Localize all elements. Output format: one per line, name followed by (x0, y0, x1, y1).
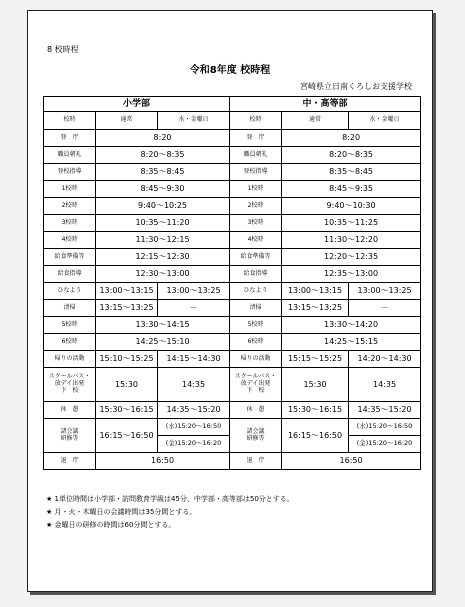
label-line: 下 校 (60, 386, 79, 394)
label-line: 研修等 (246, 434, 265, 442)
col-regular: 通常 (96, 112, 158, 130)
cell: 14:20～14:30 (349, 351, 421, 368)
cell: 15:15～15:25 (282, 351, 349, 368)
label-line: 研修等 (60, 434, 79, 442)
cell: 8:20～8:35 (96, 147, 230, 164)
cell: 13:15～13:25 (96, 300, 158, 317)
secondary-header: 中・高等部 (230, 97, 421, 112)
school-name: 宮崎県立日南くろしお支援学校 (300, 82, 412, 91)
col-wf: 水・金曜日 (158, 112, 230, 130)
row-label: 3校時 (230, 215, 282, 232)
row-label: 退 庁 (44, 453, 96, 470)
table-row (44, 215, 421, 232)
cell: (金)15:20～16:20 (349, 436, 421, 453)
row-label: 登校指導 (44, 164, 96, 181)
row-label: 登 庁 (230, 130, 282, 147)
row-label: 休 憩 (230, 402, 282, 419)
row-label: 2校時 (44, 198, 96, 215)
row-label: 2校時 (230, 198, 282, 215)
cell: (金)15:20～16:20 (158, 436, 230, 453)
cell: 14:15～14:30 (158, 351, 230, 368)
notes (46, 493, 294, 532)
table-row (44, 147, 421, 164)
table-row (44, 232, 421, 249)
cell: 16:15～16:50 (96, 419, 158, 453)
row-label: ひなよう (44, 283, 96, 300)
cell: (水)15:20～16:50 (158, 419, 230, 436)
row-label: 退 庁 (230, 453, 282, 470)
table-row (44, 181, 421, 198)
table-row (44, 164, 421, 181)
row-label: 5校時 (44, 317, 96, 334)
cell: 8:35～8:45 (282, 164, 421, 181)
cell: 11:30～12:20 (282, 232, 421, 249)
row-label: 1校時 (230, 181, 282, 198)
row-label: 給食指導 (230, 266, 282, 283)
timetable (43, 96, 421, 470)
cell: 15:30～16:15 (96, 402, 158, 419)
table-row (44, 266, 421, 283)
cell: 9:40～10:30 (282, 198, 421, 215)
cell: 8:20 (96, 130, 230, 147)
row-label: 給食指導 (44, 266, 96, 283)
cell: 16:50 (282, 453, 421, 470)
cell: 14:35 (349, 368, 421, 402)
row-label: 1校時 (44, 181, 96, 198)
row-label: 登校指導 (230, 164, 282, 181)
label-line: スクールバス・ (48, 373, 91, 381)
cell: 8:20～8:35 (282, 147, 421, 164)
row-label: 帰りの活動 (44, 351, 96, 368)
row-label: 3校時 (44, 215, 96, 232)
cell: 14:25～15:15 (282, 334, 421, 351)
col-period: 校時 (44, 112, 96, 130)
cell: 15:30 (96, 368, 158, 402)
table-row (44, 198, 421, 215)
label-line: 諸会議 (60, 427, 79, 435)
cell: 12:30～13:00 (96, 266, 230, 283)
table-row (44, 249, 421, 266)
label-line: 下 校 (246, 386, 265, 394)
cell: 14:25～15:10 (96, 334, 230, 351)
row-label: 職員朝礼 (230, 147, 282, 164)
cell: 12:20～12:35 (282, 249, 421, 266)
cell: 12:15～12:30 (96, 249, 230, 266)
row-label: 4校時 (230, 232, 282, 249)
row-label: 給食準備等 (230, 249, 282, 266)
cell: － (158, 300, 230, 317)
note-item: ★ 金曜日の研修の時間は60分間とする。 (46, 521, 176, 529)
cell: 13:15～13:25 (282, 300, 349, 317)
row-label (44, 419, 96, 453)
col-regular: 通常 (282, 112, 349, 130)
row-label: 6校時 (230, 334, 282, 351)
col-wf: 水・金曜日 (349, 112, 421, 130)
elementary-header: 小学部 (44, 97, 230, 112)
label-line: 諸会議 (246, 427, 265, 435)
note-item: ★ 1単位時間は小学部・訪問教育学級は45分、中学部・高等部は50分とする。 (46, 495, 294, 503)
cell: 9:40～10:25 (96, 198, 230, 215)
note-item: ★ 月・火・木曜日の会議時間は35分間とする。 (46, 508, 197, 516)
cell: 15:30 (282, 368, 349, 402)
table-row (44, 130, 421, 147)
row-label: 清掃 (230, 300, 282, 317)
row-label: 帰りの活動 (230, 351, 282, 368)
row-label (230, 368, 282, 402)
cell: 13:00～13:25 (158, 283, 230, 300)
row-label: ひなよう (230, 283, 282, 300)
cell: 14:35～15:20 (349, 402, 421, 419)
cell: 15:10～15:25 (96, 351, 158, 368)
cell: 13:00～13:15 (96, 283, 158, 300)
cell: 10:35～11:25 (282, 215, 421, 232)
cell: 13:00～13:25 (349, 283, 421, 300)
cell: 14:35 (158, 368, 230, 402)
cell: 11:30～12:15 (96, 232, 230, 249)
cell: (水)15:20～16:50 (349, 419, 421, 436)
label-line: スクールバス・ (234, 373, 277, 381)
label-line: 放デイ出発 (54, 380, 85, 388)
col-period: 校時 (230, 112, 282, 130)
cell: 13:30～14:15 (96, 317, 230, 334)
cell: 14:35～15:20 (158, 402, 230, 419)
cell: 8:45～9:30 (96, 181, 230, 198)
row-label: 6校時 (44, 334, 96, 351)
cell: － (349, 300, 421, 317)
row-label: 職員朝礼 (44, 147, 96, 164)
cell: 15:30～16:15 (282, 402, 349, 419)
row-label: 4校時 (44, 232, 96, 249)
section-label: 8 校時程 (47, 45, 79, 54)
row-label (230, 419, 282, 453)
row-label (44, 368, 96, 402)
cell: 10:35～11:20 (96, 215, 230, 232)
row-label: 清掃 (44, 300, 96, 317)
cell: 8:20 (282, 130, 421, 147)
row-label: 休 憩 (44, 402, 96, 419)
cell: 16:50 (96, 453, 230, 470)
cell: 8:35～8:45 (96, 164, 230, 181)
document-title: 令和8年度 校時程 (189, 65, 271, 76)
row-label: 5校時 (230, 317, 282, 334)
cell: 13:30～14:20 (282, 317, 421, 334)
cell: 16:15～16:50 (282, 419, 349, 453)
row-label: 給食準備等 (44, 249, 96, 266)
cell: 8:45～9:35 (282, 181, 421, 198)
cell: 13:00～13:15 (282, 283, 349, 300)
label-line: 放デイ出発 (240, 380, 271, 388)
cell: 12:35～13:00 (282, 266, 421, 283)
row-label: 登 庁 (44, 130, 96, 147)
document-page (27, 10, 433, 592)
